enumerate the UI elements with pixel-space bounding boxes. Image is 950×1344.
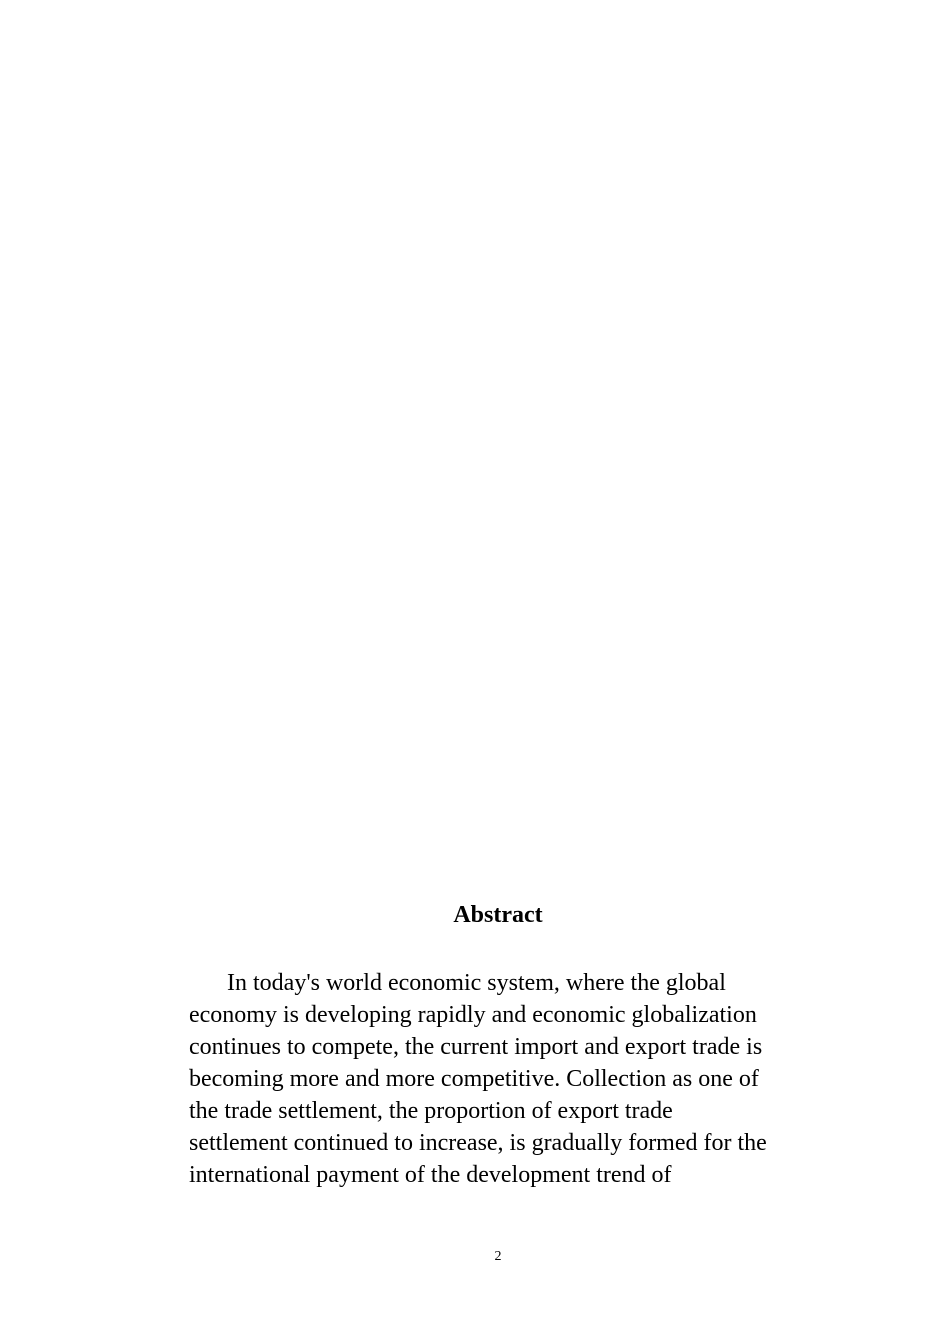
abstract-line: In today's world economic system, where the global <box>227 970 726 996</box>
abstract-line: the trade settlement, the proportion of export trade <box>189 1098 673 1124</box>
abstract-line: settlement continued to increase, is gradually formed for the <box>189 1130 767 1156</box>
abstract-heading: Abstract <box>453 902 543 928</box>
abstract-line: international payment of the development trend of <box>189 1162 672 1188</box>
abstract-line: continues to compete, the current import and export trade is <box>189 1034 763 1060</box>
page-number: 2 <box>494 1249 502 1264</box>
abstract-line: becoming more and more competitive. Collection as one of <box>189 1066 759 1092</box>
abstract-line: economy is developing rapidly and economic globalization <box>189 1002 757 1028</box>
abstract-paragraph <box>189 967 811 1191</box>
